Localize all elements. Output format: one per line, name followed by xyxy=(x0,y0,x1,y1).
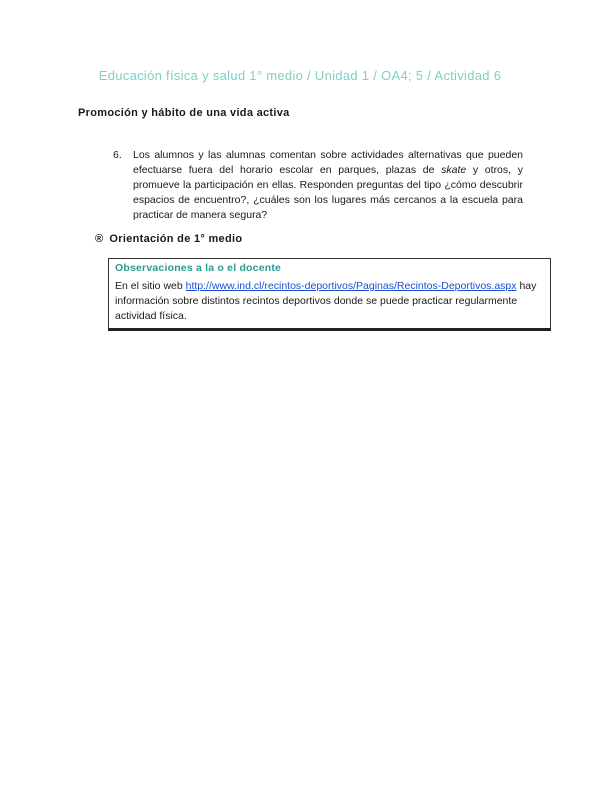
orientation-heading xyxy=(95,233,242,245)
activity-text-part1: Los alumnos y las alumnas comentan sobre actividades alternativas que pueden efectuarse fuera del horario escolar en parques, plazas de xyxy=(133,149,523,176)
recintos-link[interactable]: http://www.ind.cl/recintos-deportivos/Paginas/Recintos-Deportivos.aspx xyxy=(185,280,517,292)
activity-text-italic: skate xyxy=(441,164,467,176)
activity-text xyxy=(133,148,523,223)
observations-box xyxy=(108,258,551,331)
activity-number: 6. xyxy=(113,149,122,161)
observations-text-part2: hay información sobre distintos recintos deportivos donde se puede practicar regularmente actividad física. xyxy=(115,280,537,322)
document-header: Educación física y salud 1° medio / Unidad 1 / OA4; 5 / Actividad 6 xyxy=(98,68,502,83)
section-title: Promoción y hábito de una vida activa xyxy=(78,107,290,119)
observations-text xyxy=(115,279,545,324)
orientation-bullet-icon: ® xyxy=(95,233,104,245)
observations-text-part1: En el sitio web xyxy=(115,280,186,292)
activity-item xyxy=(113,148,523,223)
orientation-label: Orientación de 1° medio xyxy=(109,233,243,245)
observations-title: Observaciones a la o el docente xyxy=(115,262,282,274)
activity-text-part2: y otros, y promueve la participación en ellas. Responden preguntas del tipo ¿cómo descubrir espacios de encuentro?, ¿cuáles son los lugares más cercanos a la escuela para practicar de manera segura? xyxy=(133,164,523,221)
